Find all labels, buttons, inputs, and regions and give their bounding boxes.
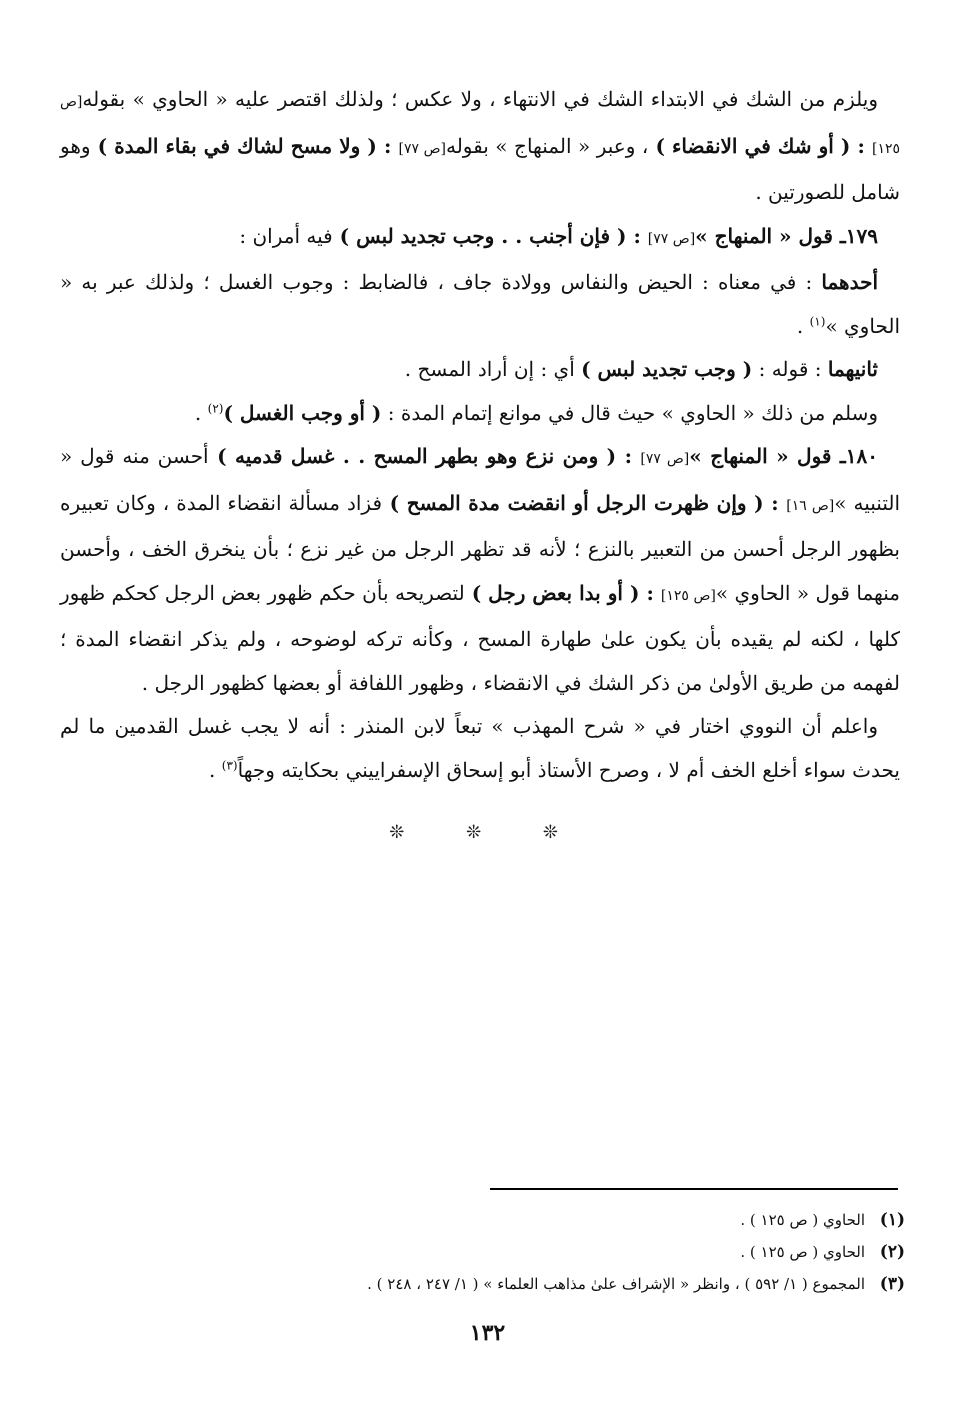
quote-bold: : ( ولا مسح لشاك في بقاء المدة ) [90, 133, 399, 158]
footnote-1 [60, 1204, 905, 1236]
quote-bold: : ( وإن ظهرت الرجل أو انقضت مدة المسح ) [382, 490, 787, 515]
page-number: ١٣٢ [469, 1320, 506, 1346]
page-ref: [ص ١٢٥] [60, 94, 901, 157]
text-run: لتصريحه بأن حكم ظهور بعض الرجل كحكم ظهور كلها ، لكنه لم يقيده بأن يكون علىٰ طهارة المسح ، وكأنه تركه لوضوحه ، ولم يذكر انقضاء المدة ؛ لفهمه من طريق الأولىٰ من ذكر الشك في الانقضاء ، وظهور اللفافة أو بعضها كظهور الرجل . [60, 580, 900, 695]
subheading: ثانيهما [827, 357, 878, 381]
footnote-divider [490, 1188, 898, 1190]
quote-bold: ( أو وجب الغسل ) [223, 400, 382, 425]
footnote-text: الحاوي ( ص ١٢٥ ) . [740, 1211, 865, 1229]
quote-bold: : ( ومن نزع وهو بطهر المسح . . غسل قدميه ) [208, 444, 641, 468]
text-run: فيه أمران : [239, 223, 333, 248]
page-ref: [ص ١٦] [786, 497, 835, 514]
footnote-number: (٢) [879, 1242, 905, 1262]
page-ref: [ص ١٢٥] [660, 587, 716, 604]
footnote-marker: (٢) [207, 400, 224, 415]
entry-heading: ١٨٠ـ قول « المنهاج » [689, 444, 878, 468]
footnote-text: المجموع ( ١/ ٥٩٢ ) ، وانظر « الإشراف علىٰ مذاهب العلماء » ( ١/ ٢٤٧ ، ٢٤٨ ) . [367, 1275, 865, 1293]
text-run: : في معناه : الحيض والنفاس وولادة جاف ، فالضابط : وجوب الغسل ؛ ولذلك عبر به « الحاوي » [60, 270, 900, 338]
footnote-marker: (١) [809, 313, 826, 328]
footnote-2 [60, 1236, 905, 1268]
section-separator: ❊ ❊ ❊ [389, 822, 586, 843]
footnote-marker: (٣) [221, 757, 238, 772]
quote-bold: : ( أو شك في الانقضاء ) [648, 133, 872, 158]
quote-bold: ( وجب تجديد لبس ) [581, 357, 753, 381]
paragraph-nawawi [60, 705, 900, 792]
text-run: واعلم أن النووي اختار في « شرح المهذب » تبعاً لابن المنذر : أنه لا يجب غسل القدمين ما لم يحدث سواء أخلع الخف أم لا ، وصرح الأستاذ أبو إسحاق الإسفراييني بحكايته وجهاً [60, 714, 900, 782]
paragraph-179 [60, 215, 900, 262]
page-ref: [ص ٧٧] [640, 451, 690, 467]
quote-bold: : ( أو بدا بعض رجل ) [464, 580, 661, 605]
text-run: وسلم من ذلك « الحاوي » حيث قال في موانع إتمام المدة : [381, 400, 878, 425]
text-run: ، وعبر « المنهاج » بقوله [445, 133, 649, 158]
footnote-number: (١) [879, 1210, 905, 1230]
footnote-number: (٣) [879, 1274, 905, 1294]
paragraph-first-matter [60, 261, 900, 348]
text-run: ويلزم من الشك في الابتداء الشك في الانتهاء ، ولا عكس ؛ ولذلك اقتصر عليه « الحاوي » بقوله [82, 87, 878, 111]
page-ref: [ص ٧٧] [398, 140, 446, 157]
quote-bold: : ( فإن أجنب . . وجب تجديد لبس ) [332, 223, 648, 248]
main-text [60, 78, 900, 792]
text-run: أحسن منه قول « التنبيه » [60, 444, 901, 515]
text-run: أي : إن أراد المسح . [404, 357, 582, 381]
paragraph-180 [60, 435, 900, 705]
text-run: . [796, 313, 810, 338]
text-run: . [209, 757, 222, 782]
subheading: أحدهما [821, 270, 878, 294]
text-run: : قوله : [752, 357, 828, 381]
entry-heading: ١٧٩ـ قول « المنهاج » [695, 223, 878, 248]
text-run: وهو شامل للصورتين . [60, 133, 900, 204]
text-run: فزاد مسألة انقضاء المدة ، وكان تعبيره بظهور الرجل أحسن من التعبير بالنزع ؛ لأنه قد تظهر الرجل من غير نزع ؛ بأن ينخرق الخف ، وأحسن منهما قول « الحاوي » [60, 490, 901, 605]
footnote-3 [60, 1268, 905, 1300]
text-run: . [194, 400, 208, 425]
footnote-text: الحاوي ( ص ١٢٥ ) . [740, 1243, 865, 1261]
footnotes [60, 1204, 905, 1300]
paragraph-second-matter [60, 348, 900, 392]
paragraph-hawi [60, 392, 900, 436]
paragraph-1 [60, 78, 900, 215]
page-ref: [ص ٧٧] [647, 230, 696, 247]
